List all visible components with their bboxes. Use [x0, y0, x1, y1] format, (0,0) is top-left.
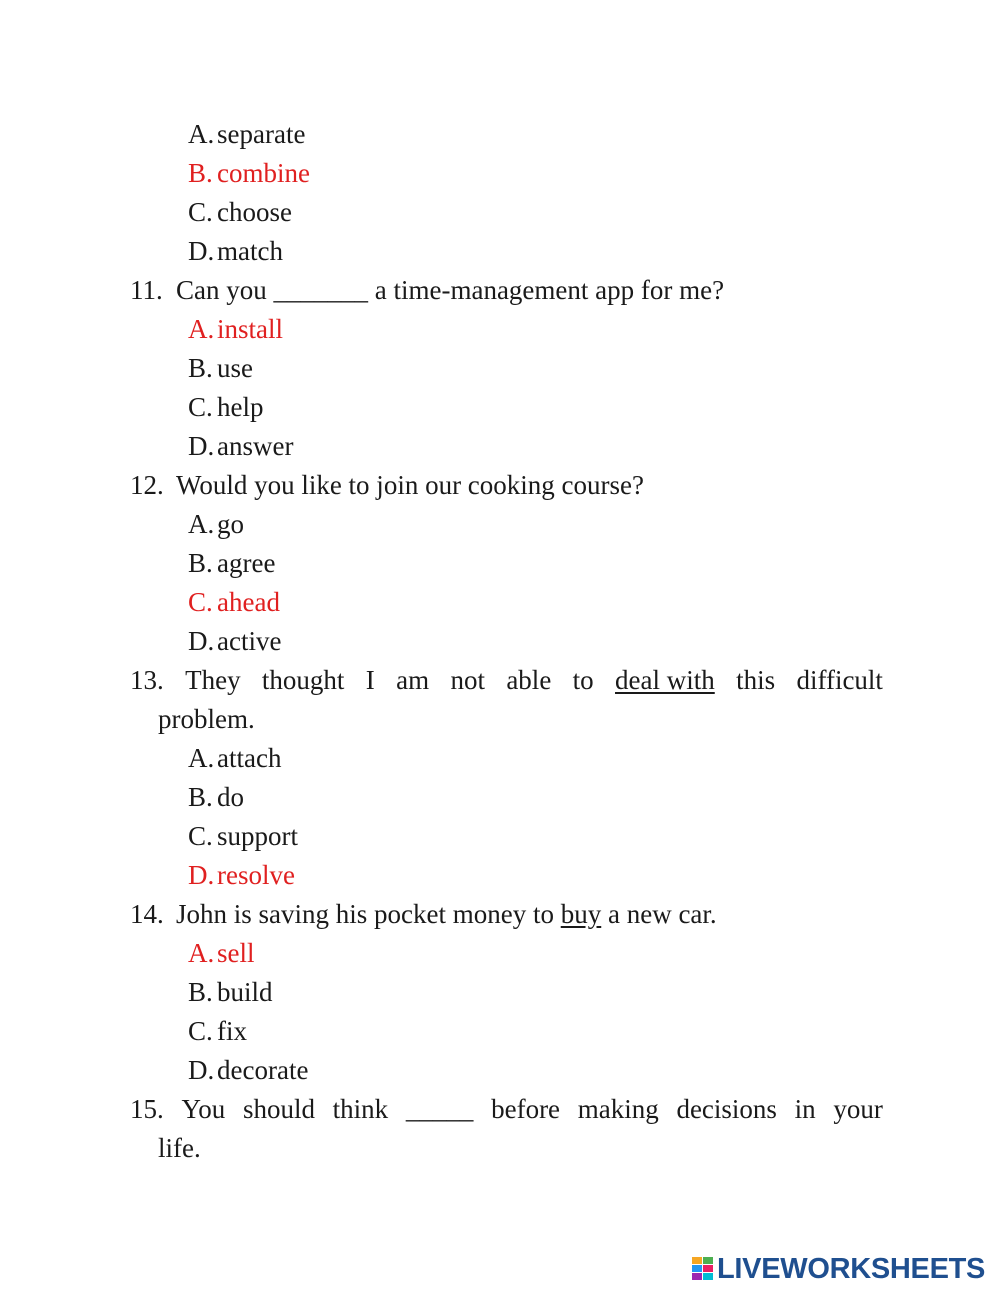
question-word: able — [506, 665, 552, 695]
underlined-word: buy — [560, 899, 602, 929]
option-letter: A. — [188, 743, 215, 773]
question-word: your — [833, 1094, 883, 1124]
question-word: to — [572, 665, 594, 695]
option-text: install — [217, 314, 283, 344]
question-text-after: a new car. — [601, 899, 717, 929]
option-text: fix — [217, 1016, 247, 1046]
option-text: combine — [217, 158, 310, 188]
option-text: agree — [217, 548, 276, 578]
question-word: this — [736, 665, 776, 695]
option-text: separate — [217, 119, 306, 149]
option-text: ahead — [217, 587, 280, 617]
option-text: match — [217, 236, 283, 266]
option-letter: B. — [188, 548, 213, 578]
option-letter: D. — [188, 1055, 215, 1085]
question-15 — [0, 1090, 883, 1129]
q14-option-a[interactable] — [0, 934, 1000, 973]
question-word: am — [396, 665, 430, 695]
q11-option-d[interactable] — [0, 427, 1000, 466]
option-text: active — [217, 626, 282, 656]
option-text: support — [217, 821, 298, 851]
option-text: resolve — [217, 860, 295, 890]
answer-blank[interactable]: _____ — [405, 1094, 474, 1124]
question-text: Would you like to join our cooking course? — [176, 470, 644, 500]
logo-text: LIVEWORKSHEETS — [717, 1252, 986, 1285]
q13-option-c[interactable] — [0, 817, 1000, 856]
option-letter: A. — [188, 119, 215, 149]
option-letter: B. — [188, 353, 213, 383]
question-word: They — [185, 665, 241, 695]
q10-option-b[interactable] — [0, 154, 1000, 193]
q10-option-c[interactable] — [0, 193, 1000, 232]
q12-option-c[interactable] — [0, 583, 1000, 622]
option-letter: D. — [188, 626, 215, 656]
question-text-before: John is saving his pocket money to — [176, 899, 561, 929]
option-letter: C. — [188, 587, 213, 617]
option-text: do — [217, 782, 244, 812]
option-letter: C. — [188, 821, 213, 851]
liveworksheets-logo-icon — [692, 1257, 714, 1281]
question-word: You — [181, 1094, 226, 1124]
q12-option-a[interactable] — [0, 505, 1000, 544]
question-word: in — [794, 1094, 816, 1124]
option-text: use — [217, 353, 253, 383]
question-word: think — [332, 1094, 389, 1124]
option-text: attach — [217, 743, 282, 773]
question-13-continuation: problem. — [158, 704, 255, 734]
question-number: 11. — [130, 275, 163, 305]
option-text: answer — [217, 431, 294, 461]
option-text: choose — [217, 197, 292, 227]
liveworksheets-logo[interactable] — [692, 1251, 985, 1287]
question-13 — [0, 661, 883, 700]
q14-option-c[interactable] — [0, 1012, 1000, 1051]
question-text: Can you _______ a time-management app for me? — [176, 275, 725, 305]
q11-option-c[interactable] — [0, 388, 1000, 427]
q11-option-a[interactable] — [0, 310, 1000, 349]
question-word: before — [491, 1094, 561, 1124]
question-11 — [0, 271, 883, 310]
option-letter: B. — [188, 158, 213, 188]
option-letter: A. — [188, 938, 215, 968]
question-number: 13. — [130, 665, 164, 695]
q10-option-d[interactable] — [0, 232, 1000, 271]
option-letter: A. — [188, 509, 215, 539]
option-letter: A. — [188, 314, 215, 344]
question-15-continuation: life. — [158, 1133, 201, 1163]
option-letter: C. — [188, 197, 213, 227]
option-letter: B. — [188, 977, 213, 1007]
question-12 — [0, 466, 883, 505]
question-word: thought — [261, 665, 345, 695]
option-letter: B. — [188, 782, 213, 812]
question-number: 14. — [130, 899, 164, 929]
option-letter: D. — [188, 236, 215, 266]
q10-option-a[interactable] — [0, 115, 1000, 154]
question-word: decisions — [676, 1094, 777, 1124]
q14-option-b[interactable] — [0, 973, 1000, 1012]
option-text: help — [217, 392, 264, 422]
question-word: difficult — [796, 665, 883, 695]
question-number: 15. — [130, 1094, 164, 1124]
question-word: should — [242, 1094, 315, 1124]
question-14 — [0, 895, 883, 934]
option-text: go — [217, 509, 244, 539]
option-letter: C. — [188, 1016, 213, 1046]
q13-option-a[interactable] — [0, 739, 1000, 778]
option-letter: D. — [188, 860, 215, 890]
q14-option-d[interactable] — [0, 1051, 1000, 1090]
q13-option-b[interactable] — [0, 778, 1000, 817]
question-word: making — [577, 1094, 659, 1124]
q13-option-d[interactable] — [0, 856, 1000, 895]
question-word: not — [450, 665, 485, 695]
question-number: 12. — [130, 470, 164, 500]
option-letter: D. — [188, 431, 215, 461]
question-word: I — [365, 665, 375, 695]
option-text: build — [217, 977, 273, 1007]
option-text: sell — [217, 938, 255, 968]
option-text: decorate — [217, 1055, 309, 1085]
underlined-phrase: deal with — [615, 665, 715, 695]
option-letter: C. — [188, 392, 213, 422]
q11-option-b[interactable] — [0, 349, 1000, 388]
q12-option-b[interactable] — [0, 544, 1000, 583]
q12-option-d[interactable] — [0, 622, 1000, 661]
